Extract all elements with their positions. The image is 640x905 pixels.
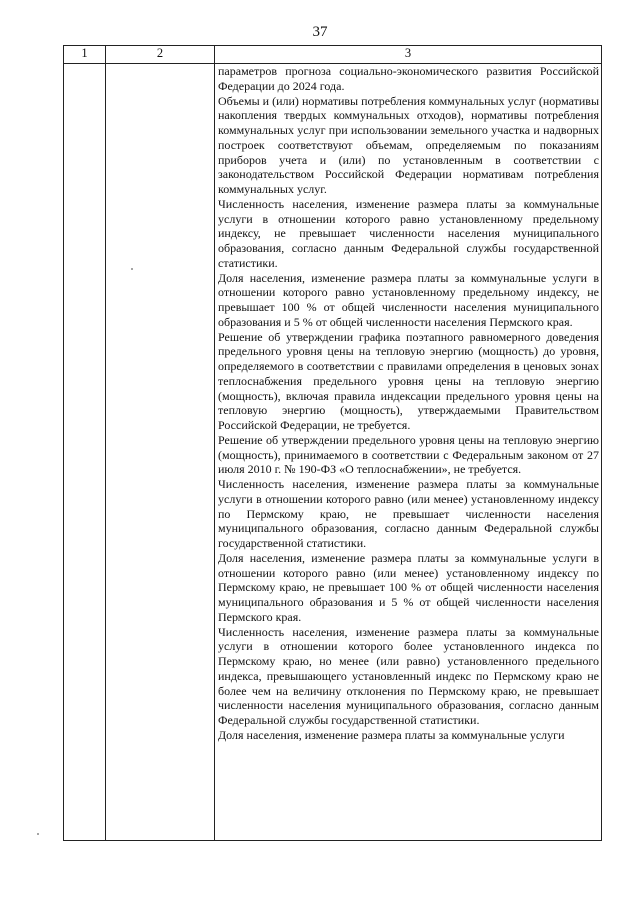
table-header-row bbox=[64, 46, 602, 64]
paragraph: Доля населения, изменение размера платы за коммунальные услуги в отношении которого равно установленному предельному индексу, не превышает 100 % от общей численности населения муниципального образования и 5 % от общей численности населения Пермского края. bbox=[218, 270, 599, 329]
paragraph: Численность населения, изменение размера платы за коммунальные услуги в отношении которого равно (или менее) установленному индексу по Пермскому краю, не превышает численности населения муниципального образования, согласно данным Федеральной службы государственной статистики. bbox=[218, 477, 599, 550]
paragraph: Численность населения, изменение размера платы за коммунальные услуги в отношении которого более установленного индекса по Пермскому краю, но менее (или равно) установленного предельного индекса, превышающего установленный индекс по Пермскому краю не более чем на величину отклонения по Пермскому краю, не превышает численности населения муниципального образования, согласно данным Федеральной службы государственной статистики. bbox=[218, 624, 599, 727]
scan-speck bbox=[37, 833, 39, 835]
page-number: 37 bbox=[312, 24, 328, 40]
paragraph: Объемы и (или) нормативы потребления коммунальных услуг (нормативы накопления твердых коммунальных отходов), нормативы потребления коммунальных услуг при использовании земельного участка и надворных построек соответствуют объемам, определяемым по показаниям приборов учета и (или) по установленным в соответствии с законодательством Российской Федерации нормативам потребления коммунальных услуг. bbox=[218, 93, 599, 196]
column-header-1: 1 bbox=[64, 46, 106, 64]
document-table bbox=[63, 45, 602, 841]
paragraph: Доля населения, изменение размера платы за коммунальные услуги в отношении которого равно (или менее) установленному индексу по Пермскому краю, не превышает 100 % от общей численности населения муниципального образования и 5 % от общей численности населения Пермского края. bbox=[218, 550, 599, 624]
scan-speck bbox=[131, 268, 133, 270]
column-header-3: 3 bbox=[215, 46, 602, 64]
column-1-cell bbox=[64, 64, 106, 841]
paragraph: Решение об утверждении графика поэтапного равномерного доведения предельного уровня цены на тепловую энергию (мощность) до уровня, определяемого в соответствии с правилами определения в ценовых зонах теплоснабжения предельного уровня цены на тепловую энергию (мощность), включая правила индексации предельного уровня цены на тепловую энергию (мощность), утверждаемыми Правительством Российской Федерации, не требуется. bbox=[218, 329, 599, 432]
column-header-2: 2 bbox=[106, 46, 215, 64]
paragraph: Решение об утверждении предельного уровня цены на тепловую энергию (мощность), принимаемого в соответствии с Федеральным законом от 27 июля 2010 г. № 190-ФЗ «О теплоснабжении», не требуется. bbox=[218, 432, 599, 477]
paragraph: Численность населения, изменение размера платы за коммунальные услуги в отношении которого равно установленному предельному индексу, не превышает численности населения муниципального образования, согласно данным Федеральной службы государственной статистики. bbox=[218, 196, 599, 270]
column-2-cell bbox=[106, 64, 215, 841]
paragraph: параметров прогноза социально-экономического развития Российской Федерации до 2024 года. bbox=[218, 64, 599, 93]
column-3-text bbox=[215, 64, 601, 743]
paragraph: Доля населения, изменение размера платы за коммунальные услуги bbox=[218, 727, 565, 742]
table-body-row bbox=[64, 64, 602, 841]
column-3-cell bbox=[215, 64, 602, 841]
